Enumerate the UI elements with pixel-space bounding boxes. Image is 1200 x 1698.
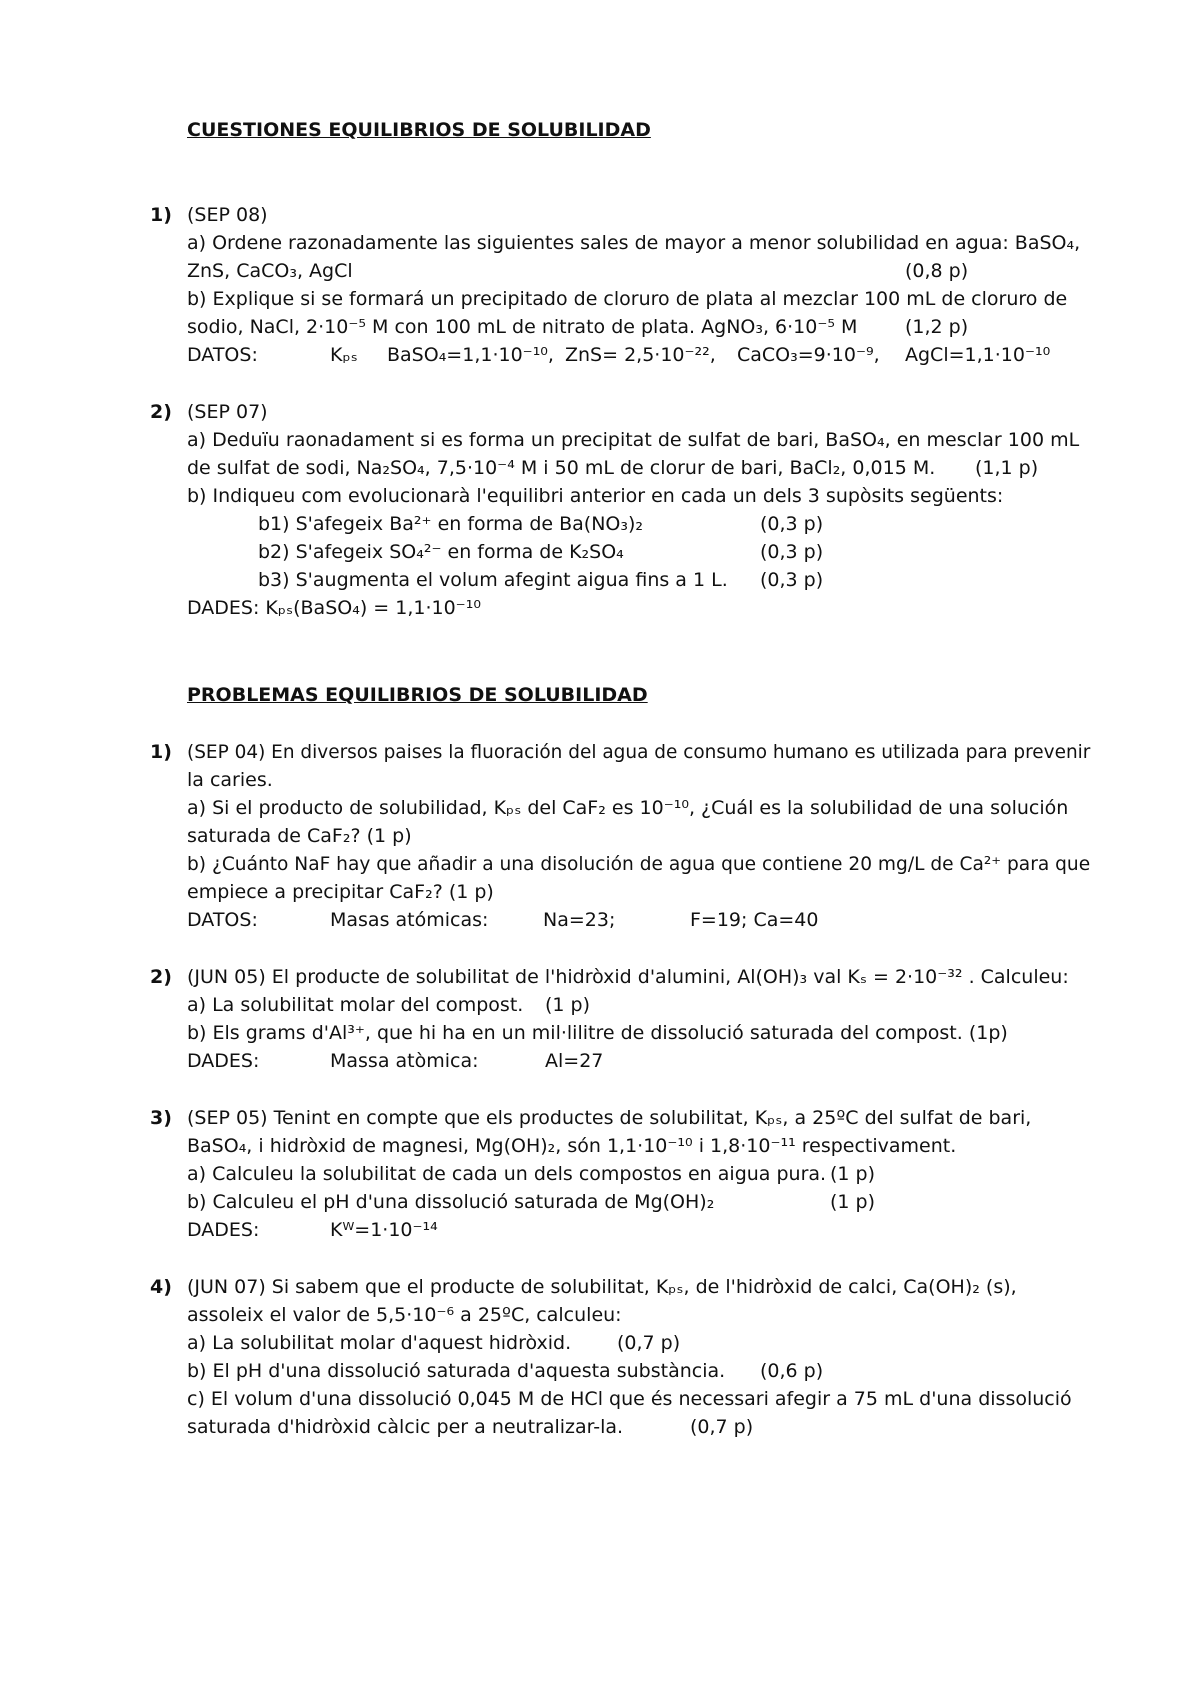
question-text: b) Explique si se formará un precipitado de cloruro de plata al mezclar 100 mL de cloruro de <box>187 288 1068 310</box>
data-value: BaSO₄=1,1·10⁻¹⁰, <box>387 344 554 366</box>
question-text: a) Deduïu raonadament si es forma un precipitat de sulfat de bari, BaSO₄, en mesclar 100 mL <box>187 429 1080 451</box>
points: (0,7 p) <box>690 1416 754 1438</box>
data-label: DADES: <box>187 1050 260 1072</box>
problem-text: c) El volum d'una dissolució 0,045 M de HCl que és necessari afegir a 75 mL d'una dissolució <box>187 1388 1072 1410</box>
points: (1 p) <box>830 1163 876 1185</box>
problem-number: 2) <box>150 966 172 988</box>
question-source: (SEP 08) <box>187 204 268 226</box>
sub-question: b1) S'afegeix Ba²⁺ en forma de Ba(NO₃)₂ <box>258 513 644 535</box>
points: (0,3 p) <box>760 569 824 591</box>
problem-text: (SEP 04) En diversos paises la fluoración del agua de consumo humano es utilizada para prevenir <box>187 741 1091 763</box>
points: (1 p) <box>830 1191 876 1213</box>
question-text: de sulfat de sodi, Na₂SO₄, 7,5·10⁻⁴ M i 50 mL de clorur de bari, BaCl₂, 0,015 M. <box>187 457 936 479</box>
question-number: 2) <box>150 401 172 423</box>
problemas-title: PROBLEMAS EQUILIBRIOS DE SOLUBILIDAD <box>187 684 648 706</box>
problem-text: saturada d'hidròxid càlcic per a neutralizar-la. <box>187 1416 624 1438</box>
points: (0,3 p) <box>760 513 824 535</box>
sub-question: b3) S'augmenta el volum afegint aigua fins a 1 L. <box>258 569 728 591</box>
problem-text: b) Calculeu el pH d'una dissolució saturada de Mg(OH)₂ <box>187 1191 715 1213</box>
data-value: ZnS= 2,5·10⁻²², <box>565 344 716 366</box>
data-label: DADES: <box>187 1219 260 1241</box>
data-value: Na=23; <box>543 909 616 931</box>
data-label: DATOS: <box>187 909 258 931</box>
data-label: DATOS: <box>187 344 258 366</box>
question-text: sodio, NaCl, 2·10⁻⁵ M con 100 mL de nitrato de plata. AgNO₃, 6·10⁻⁵ M <box>187 316 858 338</box>
data-value: Kᵂ=1·10⁻¹⁴ <box>330 1219 438 1241</box>
points: (1 p) <box>545 994 591 1016</box>
points: (0,3 p) <box>760 541 824 563</box>
problem-text: (JUN 07) Si sabem que el producte de solubilitat, Kₚₛ, de l'hidròxid de calci, Ca(OH)₂ (s), <box>187 1276 1017 1298</box>
question-text: b) Indiqueu com evolucionarà l'equilibri anterior en cada un dels 3 supòsits següents: <box>187 485 1004 507</box>
problem-number: 3) <box>150 1107 172 1129</box>
problem-text: a) La solubilitat molar d'aquest hidròxid. <box>187 1332 572 1354</box>
question-source: (SEP 07) <box>187 401 268 423</box>
problem-text: BaSO₄, i hidròxid de magnesi, Mg(OH)₂, són 1,1·10⁻¹⁰ i 1,8·10⁻¹¹ respectivament. <box>187 1135 957 1157</box>
problem-text: assoleix el valor de 5,5·10⁻⁶ a 25ºC, calculeu: <box>187 1304 622 1326</box>
points: (0,7 p) <box>617 1332 681 1354</box>
problem-text: b) Els grams d'Al³⁺, que hi ha en un mil·lilitre de dissolució saturada del compost. (1p) <box>187 1022 1008 1044</box>
question-text: ZnS, CaCO₃, AgCl <box>187 260 353 282</box>
problem-text: la caries. <box>187 769 273 791</box>
problem-text: b) ¿Cuánto NaF hay que añadir a una disolución de agua que contiene 20 mg/L de Ca²⁺ para que <box>187 853 1091 875</box>
problem-text: b) El pH d'una dissolució saturada d'aquesta substància. <box>187 1360 726 1382</box>
problem-text: a) Calculeu la solubilitat de cada un dels compostos en aigua pura. <box>187 1163 827 1185</box>
problem-text: empiece a precipitar CaF₂? (1 p) <box>187 881 494 903</box>
sub-question: b2) S'afegeix SO₄²⁻ en forma de K₂SO₄ <box>258 541 624 563</box>
problem-text: a) Si el producto de solubilidad, Kₚₛ del CaF₂ es 10⁻¹⁰, ¿Cuál es la solubilidad de una solución <box>187 797 1069 819</box>
problem-text: (SEP 05) Tenint en compte que els productes de solubilitat, Kₚₛ, a 25ºC del sulfat de bari, <box>187 1107 1032 1129</box>
data-value: F=19; Ca=40 <box>690 909 819 931</box>
data-line: DADES: Kₚₛ(BaSO₄) = 1,1·10⁻¹⁰ <box>187 597 481 619</box>
points: (0,8 p) <box>905 260 969 282</box>
problem-text: a) La solubilitat molar del compost. <box>187 994 524 1016</box>
problem-number: 1) <box>150 741 172 763</box>
problem-text: (JUN 05) El producte de solubilitat de l'hidròxid d'alumini, Al(OH)₃ val Kₛ = 2·10⁻³² . Calculeu: <box>187 966 1069 988</box>
question-text: a) Ordene razonadamente las siguientes sales de mayor a menor solubilidad en agua: BaSO₄, <box>187 232 1081 254</box>
data-value: Kₚₛ <box>330 344 358 366</box>
points: (1,1 p) <box>975 457 1039 479</box>
problem-number: 4) <box>150 1276 172 1298</box>
data-value: Al=27 <box>545 1050 604 1072</box>
question-number: 1) <box>150 204 172 226</box>
points: (1,2 p) <box>905 316 969 338</box>
cuestiones-title: CUESTIONES EQUILIBRIOS DE SOLUBILIDAD <box>187 119 651 141</box>
problem-text: saturada de CaF₂? (1 p) <box>187 825 412 847</box>
data-value: AgCl=1,1·10⁻¹⁰ <box>905 344 1051 366</box>
data-value: Massa atòmica: <box>330 1050 479 1072</box>
points: (0,6 p) <box>760 1360 824 1382</box>
data-value: CaCO₃=9·10⁻⁹, <box>737 344 880 366</box>
data-value: Masas atómicas: <box>330 909 489 931</box>
